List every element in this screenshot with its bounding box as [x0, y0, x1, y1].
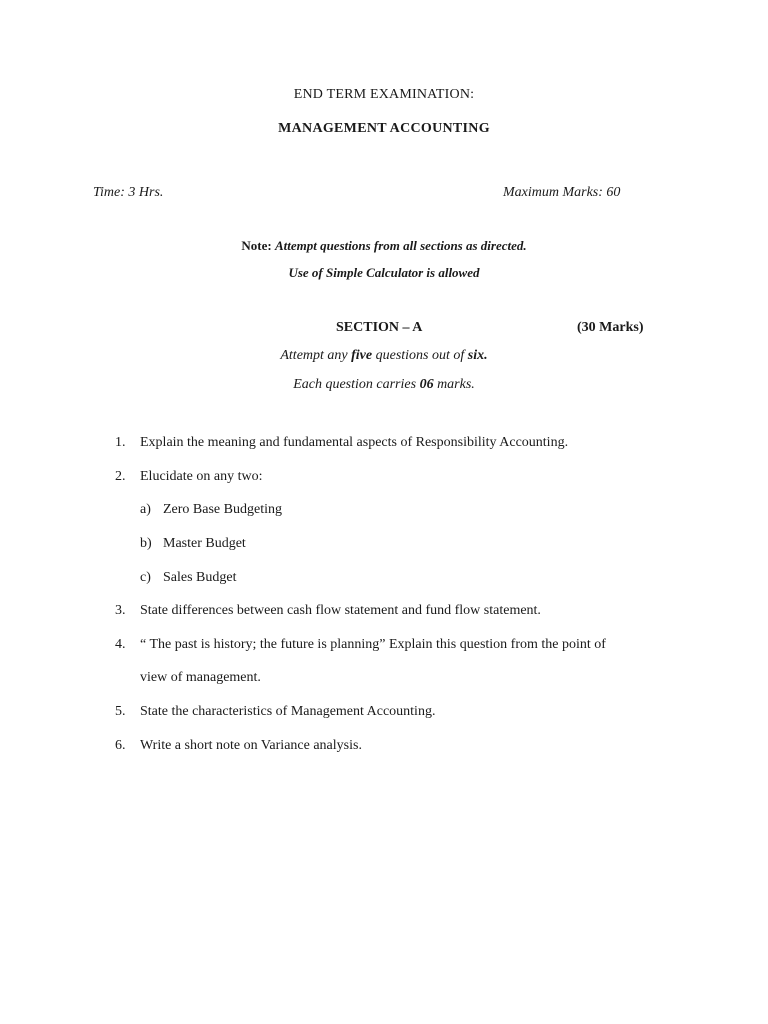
question-number: 3.	[115, 603, 126, 618]
question-number: 5.	[115, 704, 126, 719]
question-text: Elucidate on any two:	[140, 469, 263, 484]
note-line	[0, 238, 768, 254]
subitem-text: Zero Base Budgeting	[163, 502, 282, 517]
marks-per-question	[0, 377, 768, 393]
question-text: “ The past is history; the future is planning” Explain this question from the point of	[140, 637, 606, 652]
time-allowed: Time: 3 Hrs.	[93, 185, 164, 200]
question-text: Write a short note on Variance analysis.	[140, 738, 362, 753]
question-text: State differences between cash flow statement and fund flow statement.	[140, 603, 541, 618]
subitem-text: Sales Budget	[163, 570, 237, 585]
note-label: Note:	[241, 238, 272, 253]
carries-post: marks.	[433, 377, 475, 392]
question-number: 2.	[115, 469, 126, 484]
question-text-continued: view of management.	[140, 670, 261, 685]
question-number: 1.	[115, 435, 126, 450]
maximum-marks: Maximum Marks: 60	[503, 185, 621, 200]
section-title: SECTION – A	[336, 320, 423, 335]
question-number: 6.	[115, 738, 126, 753]
attempt-pre: Attempt any	[280, 348, 352, 363]
calculator-note: Use of Simple Calculator is allowed	[288, 265, 480, 280]
carries-pre: Each question carries	[293, 377, 420, 392]
carries-num: 06	[419, 377, 434, 392]
question-number: 4.	[115, 637, 126, 652]
subject-title: MANAGEMENT ACCOUNTING	[278, 121, 490, 136]
section-marks: (30 Marks)	[577, 320, 644, 335]
attempt-instruction	[0, 348, 768, 364]
question-text: Explain the meaning and fundamental aspects of Responsibility Accounting.	[140, 435, 569, 450]
attempt-five: five	[351, 348, 373, 363]
subitem-label: a)	[140, 502, 151, 517]
exam-title: END TERM EXAMINATION:	[293, 87, 475, 102]
attempt-mid: questions out of	[372, 348, 468, 363]
subitem-label: c)	[140, 570, 151, 585]
attempt-six: six.	[467, 348, 488, 363]
subitem-label: b)	[140, 536, 152, 551]
question-text: State the characteristics of Management Accounting.	[140, 704, 436, 719]
note-text: Attempt questions from all sections as directed.	[274, 238, 527, 253]
subitem-text: Master Budget	[163, 536, 246, 551]
